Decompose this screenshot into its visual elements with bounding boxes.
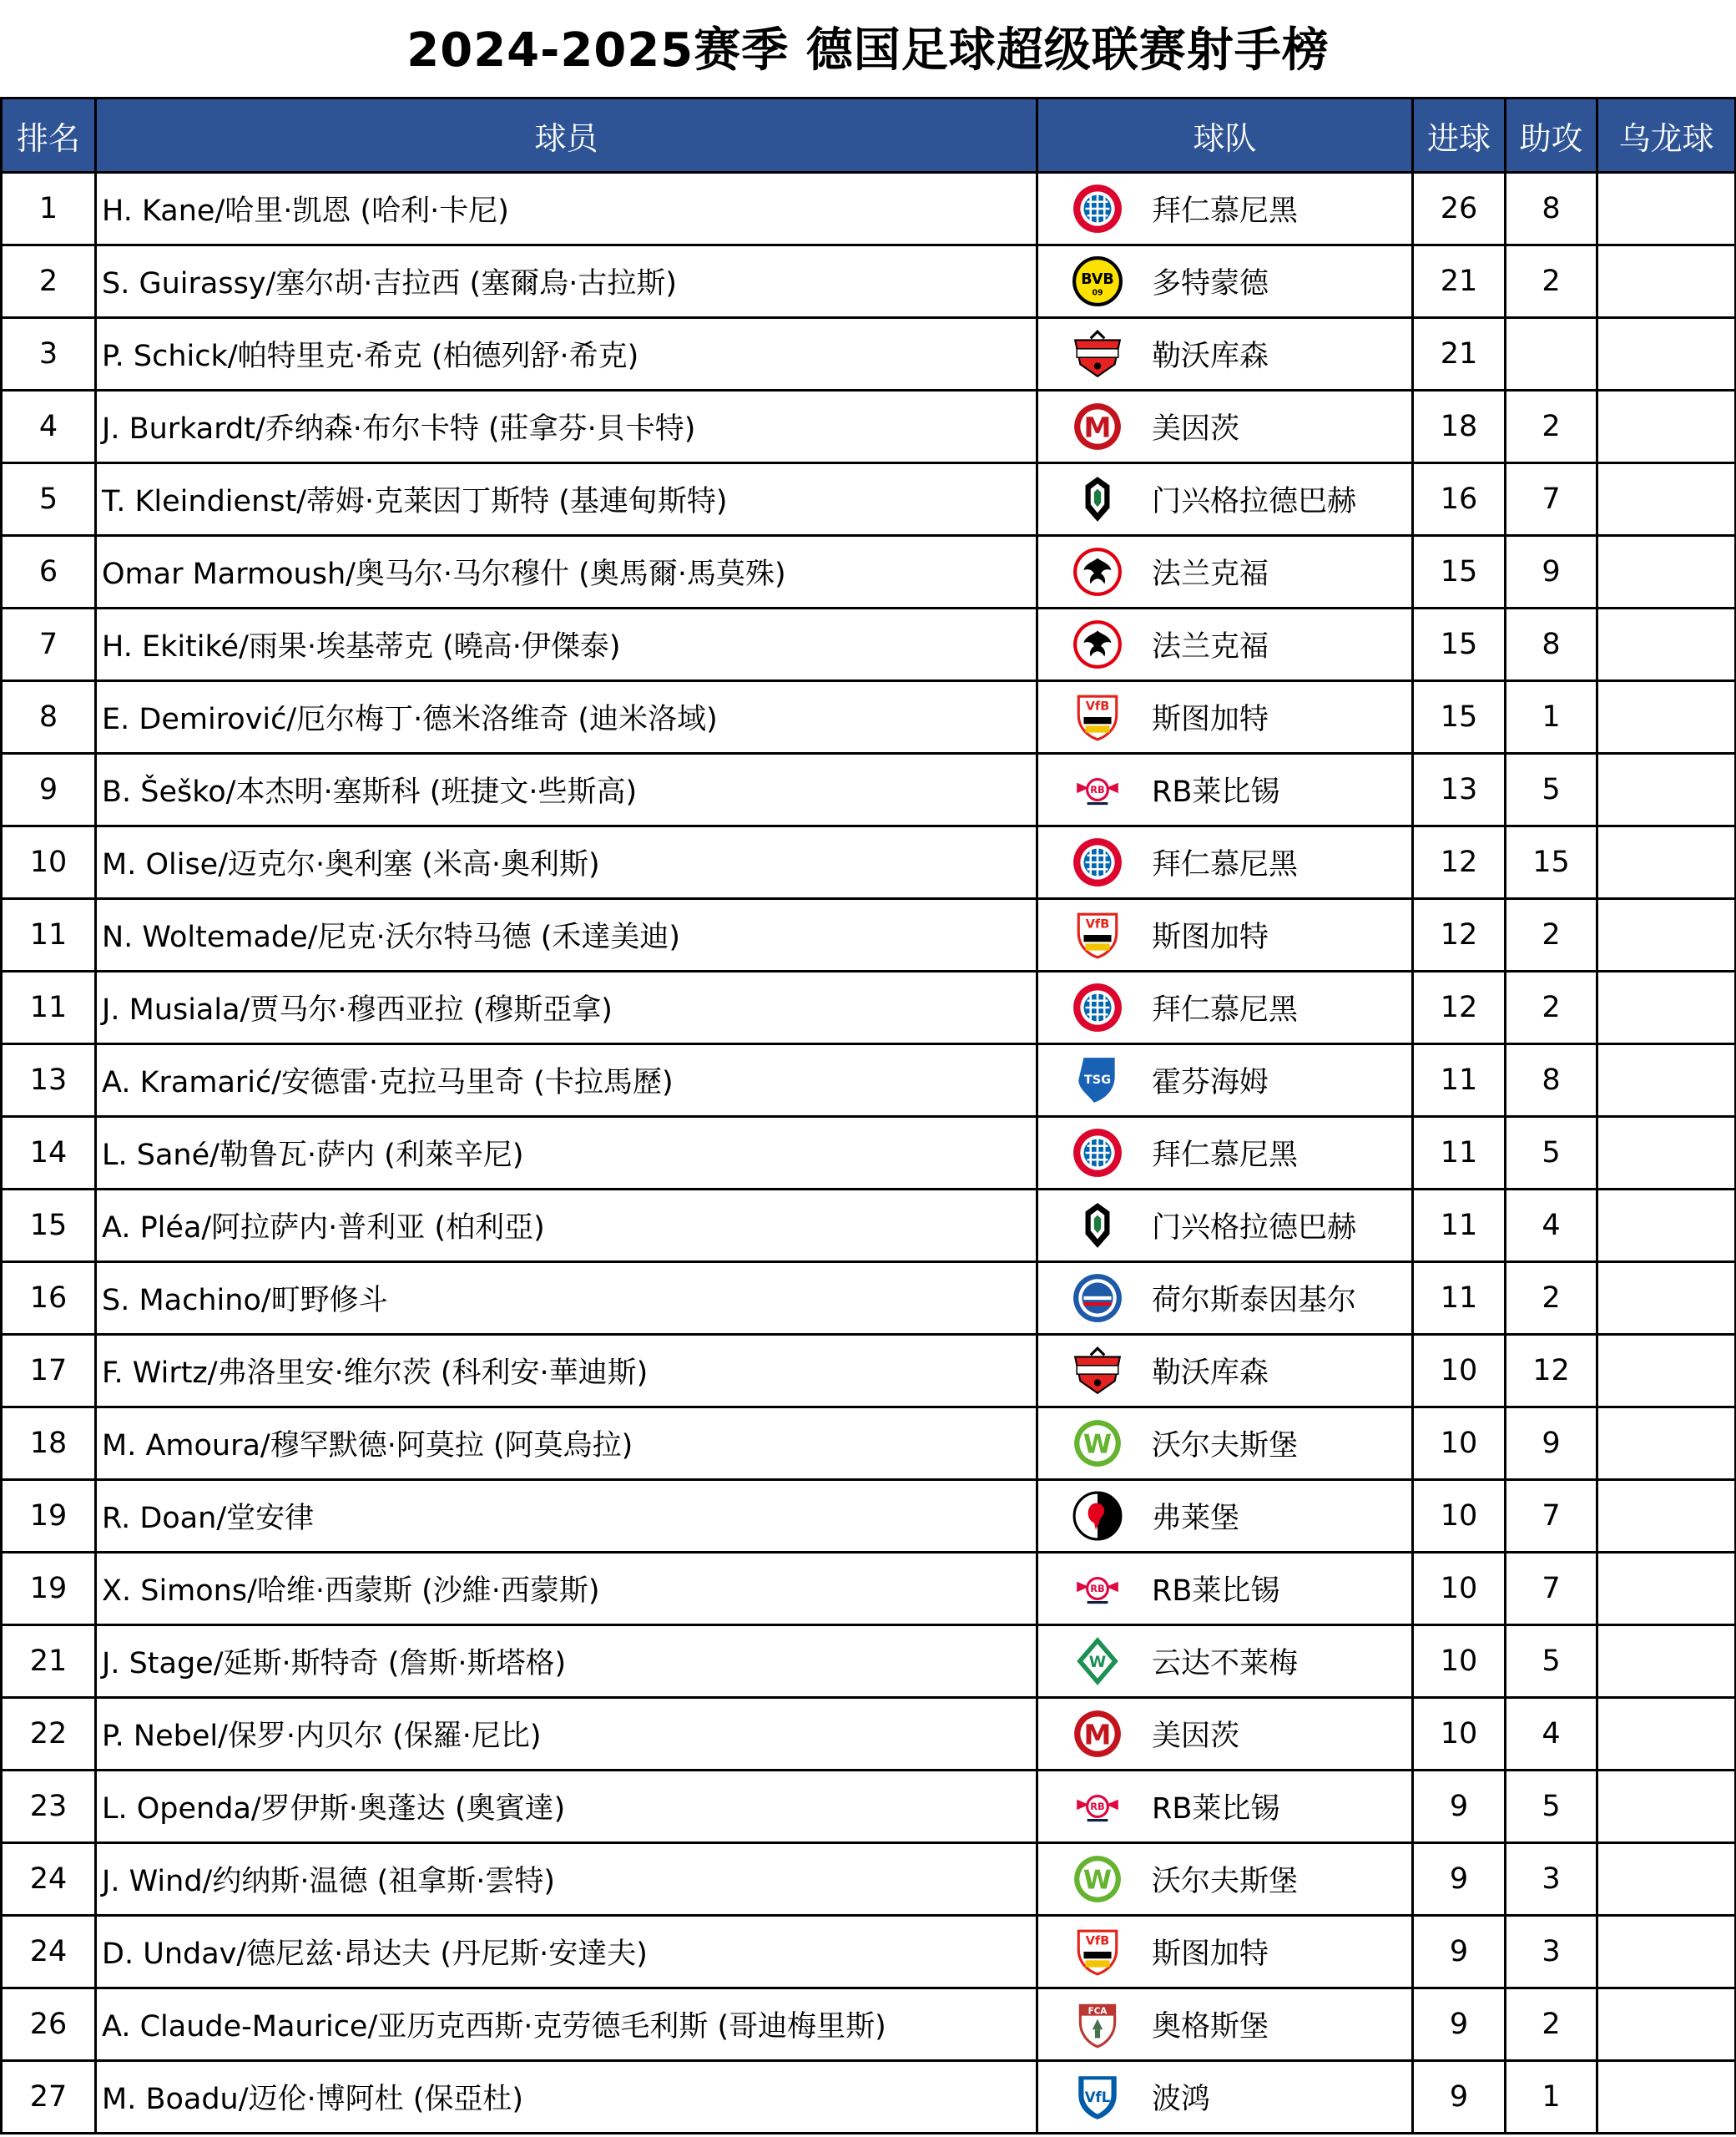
player-cell: M. Boadu/迈伦·博阿杜 (保亞杜): [96, 2061, 1037, 2134]
player-cell: F. Wirtz/弗洛里安·维尔茨 (科利安·華迪斯): [96, 1335, 1037, 1407]
assists-cell: 7: [1506, 463, 1597, 536]
bayern-crest-icon: [1072, 183, 1123, 235]
player-cell: A. Claude-Maurice/亚历克西斯·克劳德毛利斯 (哥迪梅里斯): [96, 1988, 1037, 2061]
table-row: [2, 463, 1736, 536]
rank-cell: 3: [2, 318, 96, 391]
wolfsburg-crest-icon: [1072, 1417, 1123, 1469]
player-cell: H. Kane/哈里·凯恩 (哈利·卡尼): [96, 173, 1037, 245]
svg-text:M: M: [1083, 1718, 1112, 1751]
rank-cell: 15: [2, 1190, 96, 1262]
own-goals-cell: [1597, 1988, 1736, 2061]
rank-cell: 19: [2, 1480, 96, 1553]
team-cell: [1037, 463, 1413, 536]
own-goals-cell: [1597, 1190, 1736, 1262]
rank-cell: 17: [2, 1335, 96, 1407]
rank-cell: 6: [2, 536, 96, 609]
rank-cell: 11: [2, 899, 96, 972]
svg-text:VfB: VfB: [1085, 700, 1110, 714]
assists-cell: 3: [1506, 1916, 1597, 1988]
header-assists: 助攻: [1506, 99, 1597, 173]
goals-cell: 12: [1413, 899, 1506, 972]
own-goals-cell: [1597, 681, 1736, 754]
player-cell: A. Pléa/阿拉萨内·普利亚 (柏利亞): [96, 1190, 1037, 1262]
assists-cell: 9: [1506, 1407, 1597, 1480]
assists-cell: 2: [1506, 245, 1597, 318]
player-cell: P. Nebel/保罗·内贝尔 (保羅·尼比): [96, 1698, 1037, 1771]
table-row: [2, 1771, 1736, 1843]
bayern-crest-icon: [1072, 836, 1123, 888]
svg-text:VfL: VfL: [1084, 2089, 1111, 2106]
table-row: [2, 1117, 1736, 1190]
goals-cell: 10: [1413, 1335, 1506, 1407]
team-name: 斯图加特: [1152, 921, 1269, 954]
goals-cell: 26: [1413, 173, 1506, 245]
rank-cell: 7: [2, 609, 96, 681]
assists-cell: 7: [1506, 1553, 1597, 1625]
rank-cell: 9: [2, 754, 96, 826]
goals-cell: 10: [1413, 1698, 1506, 1771]
svg-text:RB: RB: [1090, 784, 1105, 796]
team-cell: [1037, 318, 1413, 391]
assists-cell: 2: [1506, 972, 1597, 1044]
team-cell: [1037, 972, 1413, 1044]
goals-cell: 10: [1413, 1625, 1506, 1698]
player-cell: A. Kramarić/安德雷·克拉马里奇 (卡拉馬歷): [96, 1044, 1037, 1117]
player-cell: S. Guirassy/塞尔胡·吉拉西 (塞爾烏·古拉斯): [96, 245, 1037, 318]
svg-text:09: 09: [1092, 288, 1103, 298]
assists-cell: 9: [1506, 536, 1597, 609]
table-row: [2, 899, 1736, 972]
player-cell: M. Olise/迈克尔·奥利塞 (米高·奧利斯): [96, 826, 1037, 899]
team-name: RB莱比锡: [1152, 775, 1280, 809]
team-name: 门兴格拉德巴赫: [1152, 1211, 1357, 1245]
table-row: [2, 1988, 1736, 2061]
team-name: 沃尔夫斯堡: [1152, 1429, 1299, 1463]
bayern-crest-icon: [1072, 982, 1123, 1033]
team-name: 门兴格拉德巴赫: [1152, 485, 1357, 518]
team-name: 拜仁慕尼黑: [1152, 848, 1299, 882]
hoffenheim-crest-icon: [1072, 1054, 1123, 1106]
header-rank: 排名: [2, 99, 96, 173]
assists-cell: [1506, 318, 1597, 391]
player-cell: D. Undav/德尼兹·昂达夫 (丹尼斯·安達夫): [96, 1916, 1037, 1988]
leverkusen-crest-icon: [1072, 1345, 1123, 1397]
assists-cell: 1: [1506, 681, 1597, 754]
team-cell: [1037, 245, 1413, 318]
team-cell: [1037, 754, 1413, 826]
team-cell: [1037, 899, 1413, 972]
own-goals-cell: [1597, 1480, 1736, 1553]
stuttgart-crest-icon: [1072, 909, 1123, 961]
own-goals-cell: [1597, 2061, 1736, 2134]
player-cell: B. Šeško/本杰明·塞斯科 (班捷文·些斯高): [96, 754, 1037, 826]
team-name: RB莱比锡: [1152, 1574, 1280, 1608]
table-row: [2, 2061, 1736, 2134]
own-goals-cell: [1597, 536, 1736, 609]
rank-cell: 21: [2, 1625, 96, 1698]
dortmund-crest-icon: [1072, 255, 1123, 307]
goals-cell: 15: [1413, 536, 1506, 609]
player-cell: L. Sané/勒鲁瓦·萨内 (利萊辛尼): [96, 1117, 1037, 1190]
player-cell: J. Stage/延斯·斯特奇 (詹斯·斯塔格): [96, 1625, 1037, 1698]
table-row: [2, 536, 1736, 609]
rank-cell: 16: [2, 1262, 96, 1335]
team-cell: [1037, 1117, 1413, 1190]
team-cell: [1037, 609, 1413, 681]
own-goals-cell: [1597, 173, 1736, 245]
own-goals-cell: [1597, 391, 1736, 463]
team-cell: [1037, 173, 1413, 245]
team-name: 拜仁慕尼黑: [1152, 993, 1299, 1027]
team-name: 勒沃库森: [1152, 340, 1269, 373]
player-cell: J. Musiala/贾马尔·穆西亚拉 (穆斯亞拿): [96, 972, 1037, 1044]
table-row: [2, 972, 1736, 1044]
own-goals-cell: [1597, 899, 1736, 972]
team-name: 美因茨: [1152, 412, 1240, 446]
table-row: [2, 1335, 1736, 1407]
table-row: [2, 1407, 1736, 1480]
team-name: 法兰克福: [1152, 558, 1269, 591]
assists-cell: 8: [1506, 609, 1597, 681]
team-cell: [1037, 1916, 1413, 1988]
assists-cell: 5: [1506, 1771, 1597, 1843]
own-goals-cell: [1597, 1117, 1736, 1190]
header-team: 球队: [1037, 99, 1413, 173]
rank-cell: 10: [2, 826, 96, 899]
team-name: 云达不莱梅: [1152, 1647, 1299, 1680]
team-cell: [1037, 681, 1413, 754]
assists-cell: 5: [1506, 1117, 1597, 1190]
svg-text:TSG: TSG: [1083, 1074, 1112, 1088]
player-cell: J. Burkardt/乔纳森·布尔卡特 (莊拿芬·貝卡特): [96, 391, 1037, 463]
assists-cell: 2: [1506, 391, 1597, 463]
table-row: [2, 1480, 1736, 1553]
rank-cell: 23: [2, 1771, 96, 1843]
table-row: [2, 1698, 1736, 1771]
team-name: RB莱比锡: [1152, 1792, 1280, 1826]
player-cell: Omar Marmoush/奥马尔·马尔穆什 (奧馬爾·馬莫殊): [96, 536, 1037, 609]
team-cell: [1037, 1625, 1413, 1698]
team-cell: [1037, 1771, 1413, 1843]
mainz-crest-icon: [1072, 401, 1123, 452]
table-header-row: [2, 99, 1736, 173]
own-goals-cell: [1597, 245, 1736, 318]
svg-text:W: W: [1082, 1429, 1113, 1460]
leipzig-crest-icon: [1072, 1781, 1123, 1832]
team-cell: [1037, 1407, 1413, 1480]
header-own-goals: 乌龙球: [1597, 99, 1736, 173]
assists-cell: 7: [1506, 1480, 1597, 1553]
team-name: 斯图加特: [1152, 703, 1269, 736]
assists-cell: 8: [1506, 173, 1597, 245]
own-goals-cell: [1597, 972, 1736, 1044]
assists-cell: 2: [1506, 1988, 1597, 2061]
own-goals-cell: [1597, 318, 1736, 391]
rank-cell: 19: [2, 1553, 96, 1625]
goals-cell: 9: [1413, 1988, 1506, 2061]
team-name: 波鸿: [1152, 2083, 1211, 2116]
goals-cell: 11: [1413, 1262, 1506, 1335]
team-name: 霍芬海姆: [1152, 1066, 1269, 1099]
assists-cell: 12: [1506, 1335, 1597, 1407]
assists-cell: 2: [1506, 1262, 1597, 1335]
table-row: [2, 1044, 1736, 1117]
table-row: [2, 1553, 1736, 1625]
table-row: [2, 391, 1736, 463]
goals-cell: 15: [1413, 681, 1506, 754]
assists-cell: 8: [1506, 1044, 1597, 1117]
table-row: [2, 1625, 1736, 1698]
rank-cell: 27: [2, 2061, 96, 2134]
svg-text:RB: RB: [1090, 1801, 1105, 1813]
header-player: 球员: [96, 99, 1037, 173]
own-goals-cell: [1597, 1262, 1736, 1335]
team-name: 多特蒙德: [1152, 267, 1269, 301]
rank-cell: 24: [2, 1843, 96, 1916]
own-goals-cell: [1597, 1843, 1736, 1916]
team-cell: [1037, 1190, 1413, 1262]
table-row: [2, 1843, 1736, 1916]
team-name: 沃尔夫斯堡: [1152, 1865, 1299, 1898]
table-row: [2, 1262, 1736, 1335]
team-cell: [1037, 1553, 1413, 1625]
goals-cell: 12: [1413, 972, 1506, 1044]
team-cell: [1037, 1335, 1413, 1407]
leverkusen-crest-icon: [1072, 328, 1123, 380]
own-goals-cell: [1597, 1553, 1736, 1625]
team-name: 拜仁慕尼黑: [1152, 195, 1299, 228]
rank-cell: 1: [2, 173, 96, 245]
table-row: [2, 173, 1736, 245]
team-cell: [1037, 1988, 1413, 2061]
svg-text:W: W: [1082, 1865, 1113, 1896]
page-title: 2024-2025赛季 德国足球超级联赛射手榜: [406, 23, 1330, 78]
assists-cell: 4: [1506, 1698, 1597, 1771]
own-goals-cell: [1597, 1407, 1736, 1480]
mainz-crest-icon: [1072, 1708, 1123, 1760]
kiel-crest-icon: [1072, 1272, 1123, 1324]
team-cell: [1037, 1698, 1413, 1771]
team-cell: [1037, 1262, 1413, 1335]
gladbach-crest-icon: [1072, 1200, 1123, 1251]
wolfsburg-crest-icon: [1072, 1853, 1123, 1905]
frankfurt-crest-icon: [1072, 546, 1123, 598]
player-cell: J. Wind/约纳斯·温德 (祖拿斯·雲特): [96, 1843, 1037, 1916]
goals-cell: 10: [1413, 1407, 1506, 1480]
goals-cell: 10: [1413, 1553, 1506, 1625]
header-goals: 进球: [1413, 99, 1506, 173]
assists-cell: 2: [1506, 899, 1597, 972]
bochum-crest-icon: [1072, 2071, 1123, 2123]
frankfurt-crest-icon: [1072, 619, 1123, 670]
goals-cell: 10: [1413, 1480, 1506, 1553]
team-name: 拜仁慕尼黑: [1152, 1139, 1299, 1172]
rank-cell: 4: [2, 391, 96, 463]
assists-cell: 15: [1506, 826, 1597, 899]
team-name: 弗莱堡: [1152, 1502, 1240, 1535]
goals-cell: 18: [1413, 391, 1506, 463]
freiburg-crest-icon: [1072, 1490, 1123, 1542]
rank-cell: 11: [2, 972, 96, 1044]
goals-cell: 11: [1413, 1044, 1506, 1117]
rank-cell: 13: [2, 1044, 96, 1117]
goals-cell: 11: [1413, 1190, 1506, 1262]
team-cell: [1037, 826, 1413, 899]
team-name: 斯图加特: [1152, 1937, 1269, 1971]
table-row: [2, 1916, 1736, 1988]
rank-cell: 22: [2, 1698, 96, 1771]
rank-cell: 14: [2, 1117, 96, 1190]
team-name: 勒沃库森: [1152, 1356, 1269, 1390]
assists-cell: 4: [1506, 1190, 1597, 1262]
svg-text:W: W: [1088, 1654, 1107, 1672]
svg-text:FCA: FCA: [1088, 2006, 1108, 2017]
team-name: 荷尔斯泰因基尔: [1152, 1284, 1357, 1317]
svg-text:VfB: VfB: [1085, 1934, 1110, 1948]
own-goals-cell: [1597, 826, 1736, 899]
goals-cell: 13: [1413, 754, 1506, 826]
player-cell: P. Schick/帕特里克·希克 (柏德列舒·希克): [96, 318, 1037, 391]
gladbach-crest-icon: [1072, 473, 1123, 525]
stuttgart-crest-icon: [1072, 1926, 1123, 1978]
svg-text:RB: RB: [1090, 1583, 1105, 1595]
svg-text:VfB: VfB: [1085, 917, 1110, 932]
player-cell: X. Simons/哈维·西蒙斯 (沙維·西蒙斯): [96, 1553, 1037, 1625]
team-cell: [1037, 1843, 1413, 1916]
augsburg-crest-icon: [1072, 1998, 1123, 2050]
player-cell: N. Woltemade/尼克·沃尔特马德 (禾達美迪): [96, 899, 1037, 972]
goals-cell: 12: [1413, 826, 1506, 899]
player-cell: E. Demirović/厄尔梅丁·德米洛维奇 (迪米洛域): [96, 681, 1037, 754]
assists-cell: 1: [1506, 2061, 1597, 2134]
svg-text:M: M: [1083, 411, 1112, 444]
team-cell: [1037, 1044, 1413, 1117]
own-goals-cell: [1597, 1771, 1736, 1843]
rank-cell: 2: [2, 245, 96, 318]
assists-cell: 5: [1506, 1625, 1597, 1698]
player-cell: R. Doan/堂安律: [96, 1480, 1037, 1553]
own-goals-cell: [1597, 754, 1736, 826]
goals-cell: 9: [1413, 1916, 1506, 1988]
own-goals-cell: [1597, 1335, 1736, 1407]
goals-cell: 15: [1413, 609, 1506, 681]
leipzig-crest-icon: [1072, 764, 1123, 816]
goals-cell: 21: [1413, 318, 1506, 391]
scorers-table: [0, 97, 1736, 2134]
own-goals-cell: [1597, 463, 1736, 536]
own-goals-cell: [1597, 1698, 1736, 1771]
goals-cell: 21: [1413, 245, 1506, 318]
goals-cell: 9: [1413, 1771, 1506, 1843]
rank-cell: 18: [2, 1407, 96, 1480]
own-goals-cell: [1597, 1625, 1736, 1698]
team-name: 奥格斯堡: [1152, 2010, 1269, 2044]
table-row: [2, 245, 1736, 318]
goals-cell: 11: [1413, 1117, 1506, 1190]
player-cell: M. Amoura/穆罕默德·阿莫拉 (阿莫烏拉): [96, 1407, 1037, 1480]
assists-cell: 5: [1506, 754, 1597, 826]
rank-cell: 5: [2, 463, 96, 536]
team-cell: [1037, 1480, 1413, 1553]
assists-cell: 3: [1506, 1843, 1597, 1916]
player-cell: S. Machino/町野修斗: [96, 1262, 1037, 1335]
leipzig-crest-icon: [1072, 1563, 1123, 1614]
table-row: [2, 1190, 1736, 1262]
team-name: 美因茨: [1152, 1720, 1240, 1753]
goals-cell: 9: [1413, 2061, 1506, 2134]
own-goals-cell: [1597, 1916, 1736, 1988]
rank-cell: 24: [2, 1916, 96, 1988]
stuttgart-crest-icon: [1072, 691, 1123, 743]
own-goals-cell: [1597, 1044, 1736, 1117]
table-row: [2, 681, 1736, 754]
rank-cell: 26: [2, 1988, 96, 2061]
team-name: 法兰克福: [1152, 630, 1269, 664]
goals-cell: 16: [1413, 463, 1506, 536]
svg-text:BVB: BVB: [1081, 271, 1114, 289]
team-cell: [1037, 536, 1413, 609]
table-row: [2, 754, 1736, 826]
player-cell: H. Ekitiké/雨果·埃基蒂克 (曉高·伊傑泰): [96, 609, 1037, 681]
own-goals-cell: [1597, 609, 1736, 681]
player-cell: L. Openda/罗伊斯·奥蓬达 (奧賓達): [96, 1771, 1037, 1843]
table-row: [2, 609, 1736, 681]
player-cell: T. Kleindienst/蒂姆·克莱因丁斯特 (基連甸斯特): [96, 463, 1037, 536]
table-row: [2, 318, 1736, 391]
goals-cell: 9: [1413, 1843, 1506, 1916]
team-cell: [1037, 2061, 1413, 2134]
bremen-crest-icon: [1072, 1635, 1123, 1687]
table-row: [2, 826, 1736, 899]
team-cell: [1037, 391, 1413, 463]
bayern-crest-icon: [1072, 1127, 1123, 1179]
rank-cell: 8: [2, 681, 96, 754]
